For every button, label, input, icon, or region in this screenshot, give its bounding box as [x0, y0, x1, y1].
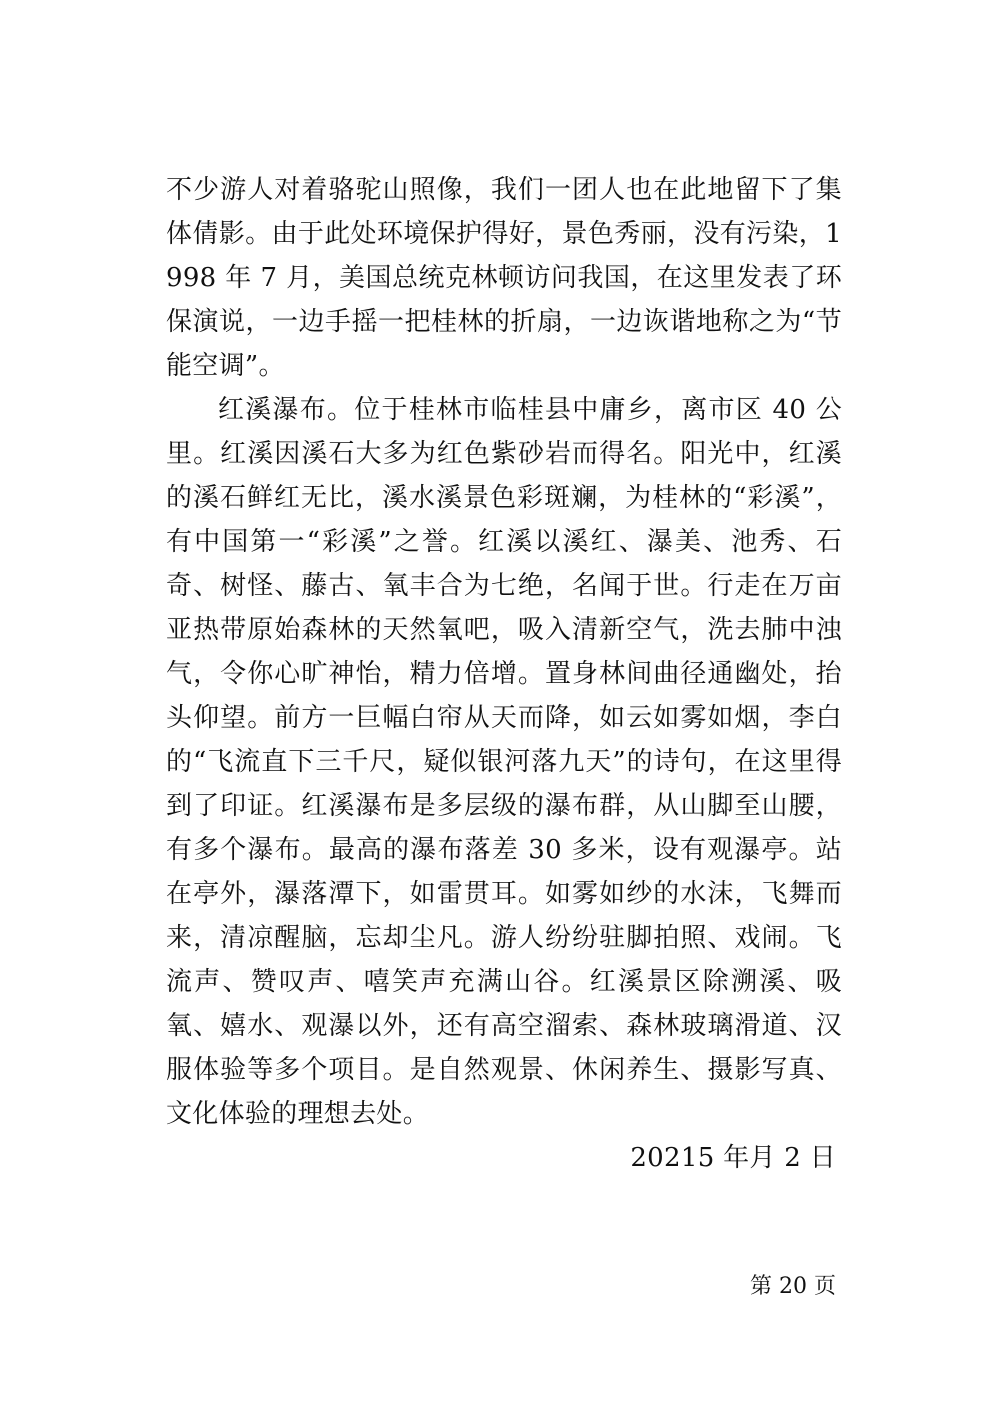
document-body — [166, 168, 842, 1180]
paragraph-camel-hill: 不少游人对着骆驼山照像，我们一团人也在此地留下了集体倩影。由于此处环境保护得好，景色秀丽，没有污染，1998 年 7 月，美国总统克林顿访问我国，在这里发表了环保演说，一边手摇一把桂林的折扇，一边诙谐地称之为“节能空调”。 — [166, 175, 842, 381]
paragraph-hongxi-waterfall: 红溪瀑布。位于桂林市临桂县中庸乡，离市区 40 公里。红溪因溪石大多为红色紫砂岩而得名。阳光中，红溪的溪石鲜红无比，溪水溪景色彩斑斓，为桂林的“彩溪”，有中国第一“彩溪”之誉。红溪以溪红、瀑美、池秀、石奇、树怪、藤古、氧丰合为七绝，名闻于世。行走在万亩亚热带原始森林的天然氧吧，吸入清新空气，洗去肺中浊气，令你心旷神怡，精力倍增。置身林间曲径通幽处，抬头仰望。前方一巨幅白帘从天而降，如云如雾如烟，李白的“飞流直下三千尺，疑似银河落九天”的诗句，在这里得到了印证。红溪瀑布是多层级的瀑布群，从山脚至山腰，有多个瀑布。最高的瀑布落差 30 多米，设有观瀑亭。站在亭外，瀑落潭下，如雷贯耳。如雾如纱的水沫，飞舞而来，清凉醒脑，忘却尘凡。游人纷纷驻脚拍照、戏闹。飞流声、赞叹声、嘻笑声充满山谷。红溪景区除溯溪、吸氧、嬉水、观瀑以外，还有高空溜索、森林玻璃滑道、汉服体验等多个项目。是自然观景、休闲养生、摄影写真、文化体验的理想去处。 — [166, 395, 842, 1129]
page-number: 第 20 页 — [750, 1274, 836, 1299]
document-date: 20215 年月 2 日 — [630, 1143, 836, 1173]
